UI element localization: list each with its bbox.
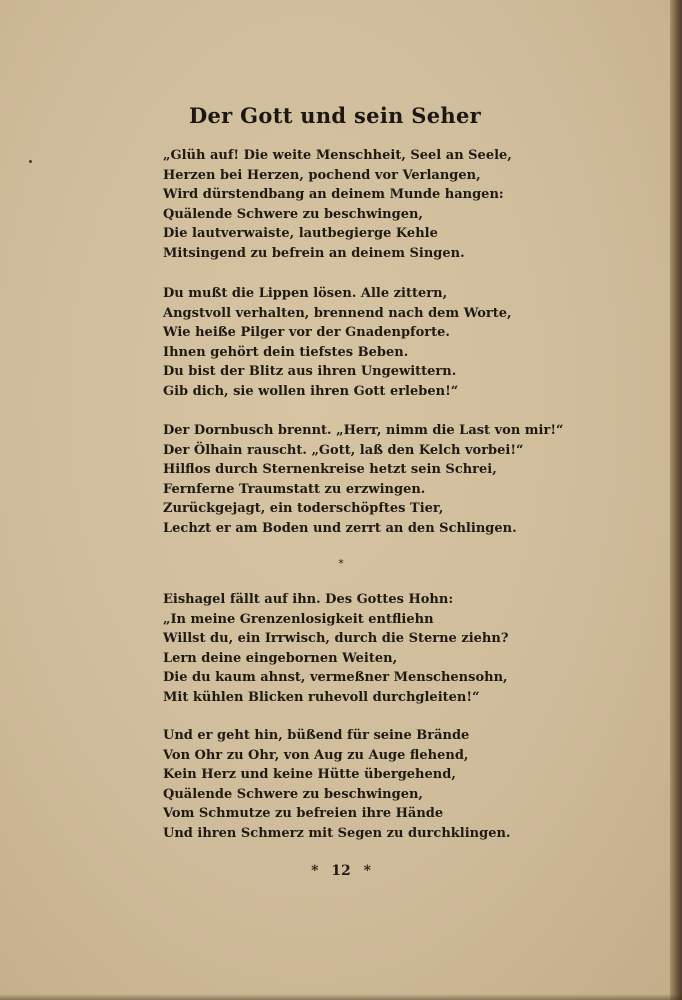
stanza-1 [163, 146, 512, 263]
poem-line: Der Ölhain rauscht. „Gott, laß den Kelch vorbei!“ [163, 442, 524, 458]
page-gutter [670, 0, 682, 1000]
poem-line: Quälende Schwere zu beschwingen, [163, 206, 423, 222]
poem-line: Fernferne Traumstatt zu erzwingen. [163, 481, 426, 497]
poem-line: Vom Schmutze zu befreien ihre Hände [163, 806, 444, 821]
paper-speck [29, 160, 32, 163]
stanza-2 [163, 284, 512, 401]
stanza-3 [163, 421, 564, 538]
poem-line: Und er geht hin, büßend für seine Brände [163, 728, 470, 743]
poem-line: Lechzt er am Boden und zerrt an den Schlingen. [163, 520, 517, 536]
poem-line: Ihnen gehört dein tiefstes Beben. [163, 344, 409, 360]
page-number: * 12 * [311, 863, 371, 879]
poem-line: Eishagel fällt auf ihn. Des Gottes Hohn: [163, 592, 454, 607]
poem-line: Hilflos durch Sternenkreise hetzt sein Schrei, [163, 462, 497, 477]
poem-line: Willst du, ein Irrwisch, durch die Sterne ziehn? [163, 631, 509, 646]
poem-line: Du mußt die Lippen lösen. Alle zittern, [163, 286, 448, 301]
poem-line: Die lautverwaiste, lautbegierge Kehle [163, 226, 438, 241]
poem-line: Herzen bei Herzen, pochend vor Verlangen, [163, 167, 481, 183]
poem-line: Mit kühlen Blicken ruhevoll durchgleiten!“ [163, 689, 480, 705]
poem-line: Gib dich, sie wollen ihren Gott erleben!“ [163, 383, 459, 399]
stanza-4 [163, 590, 508, 707]
poem-line: Und ihren Schmerz mit Segen zu durchklingen. [163, 825, 511, 841]
page-edge-shadow [0, 994, 682, 1000]
section-separator: * [338, 557, 344, 570]
poem-line: Die du kaum ahnst, vermeßner Menschensohn, [163, 670, 508, 685]
poem-line: Angstvoll verhalten, brennend nach dem Worte, [163, 305, 512, 321]
poem-line: Lern deine eingebornen Weiten, [163, 650, 398, 666]
stanza-5 [163, 726, 510, 843]
poem-line: „Glüh auf! Die weite Menschheit, Seel an Seele, [163, 148, 512, 163]
poem-title: Der Gott und sein Seher [189, 103, 481, 128]
poem-line: Kein Herz und keine Hütte übergehend, [163, 767, 456, 782]
poem-line: Quälende Schwere zu beschwingen, [163, 786, 423, 802]
poem-line: Du bist der Blitz aus ihren Ungewittern. [163, 364, 457, 379]
poem-line: Mitsingend zu befrein an deinem Singen. [163, 245, 465, 261]
poem-line: Der Dornbusch brennt. „Herr, nimm die Last von mir!“ [163, 423, 564, 438]
poem-line: Von Ohr zu Ohr, von Aug zu Auge flehend, [163, 747, 469, 763]
poem-line: „In meine Grenzenlosigkeit entfliehn [163, 611, 434, 627]
poem-line: Wird dürstendbang an deinem Munde hangen: [163, 187, 504, 202]
poem-line: Zurückgejagt, ein toderschöpftes Tier, [163, 501, 444, 516]
poem-line: Wie heiße Pilger vor der Gnadenpforte. [163, 325, 450, 340]
